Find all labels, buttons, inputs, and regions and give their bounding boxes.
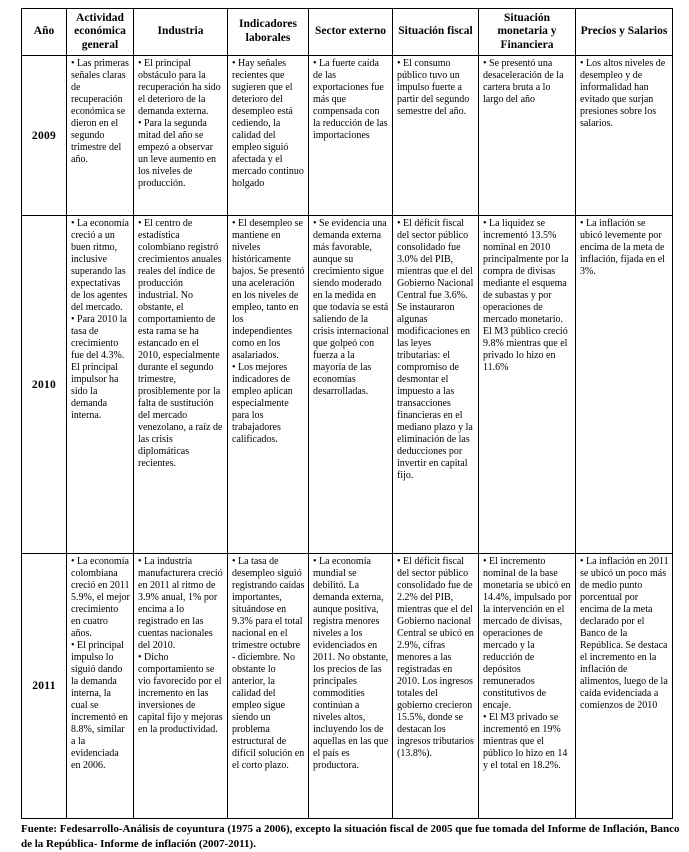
cell-2009-col4: [309, 56, 393, 216]
cell-2011-col5: [393, 554, 479, 819]
bullet-item: • Hay señales recientes que sugieren que el deterioro del desempleo está cediendo, la calidad del empleo siguió afectada y el mercado continuo holgado: [232, 58, 304, 189]
bullet-item: • El consumo público tuvo un impulso fuerte a partir del segundo semestre del año.: [397, 58, 470, 117]
bullet-item: • Se presentó una desaceleración de la cartera bruta a lo largo del año: [483, 58, 564, 105]
year-cell-2010: 2010: [22, 216, 67, 554]
table-row-2011: [22, 554, 673, 819]
cell-2009-col3: [228, 56, 309, 216]
table-row-2010: [22, 216, 673, 554]
cell-2010-col1: [67, 216, 134, 554]
bullet-item: • El déficit fiscal del sector público consolidado fue 3.0% del PIB, mientras que el del Gobierno Nacional Central fue 3.6%. Se instauraron algunas modificaciones en las leyes tributarias: el compromiso de desmontar el impuesto a las transacciones financieras en el mediano plazo y la eliminación de las deducciones por invertir en capital fijo.: [397, 218, 474, 481]
cell-2010-col2: [134, 216, 228, 554]
column-header-6: Situación monetaria y Financiera: [479, 9, 576, 56]
bullet-item: • La economía colombiana creció en 2011 5.9%, el mejor crecimiento en cuatro años.: [71, 556, 130, 639]
cell-2009-col7: [576, 56, 673, 216]
column-header-7: Precios y Salarios: [576, 9, 673, 56]
bullet-item: • La economía creció a un buen ritmo, inclusive superando las expectativas de los agentes del mercado.: [71, 218, 129, 313]
column-header-5: Situación fiscal: [393, 9, 479, 56]
bullet-item: • La industria manufacturera creció en 2011 al ritmo de 3.9% anual, 1% por encima a lo registrado en las cuentas nacionales del 2010.: [138, 556, 223, 651]
header-row: [22, 9, 673, 56]
cell-2009-col5: [393, 56, 479, 216]
cell-2011-col6: [479, 554, 576, 819]
bullet-item: • El centro de estadística colombiano registró crecimientos anuales reales del índice de producción industrial. No obstante, el comportamiento de esta rama se ha estancado en el 2010, especialmente durante el segundo trimestre, prosiblemente por la falta de sustitución del mercado venezolano, a raíz de las crisis diplomáticas recientes.: [138, 218, 223, 469]
column-header-0: Año: [22, 9, 67, 56]
bullet-item: • Las primeras señales claras de recuperación económica se dieron en el segundo trimestre del año.: [71, 58, 129, 165]
table-body: [22, 56, 673, 819]
bullet-item: • Dicho comportamiento se vio favorecido por el incremento en las inversiones de capital fijo y mejoras en la productividad.: [138, 652, 223, 735]
cell-2011-col7: [576, 554, 673, 819]
bullet-item: • El desempleo se mantiene en niveles históricamente bajos. Se presentó una aceleración en los niveles de empleo, tanto en los independientes como en los asalariados.: [232, 218, 305, 361]
economic-summary-table: [21, 8, 673, 819]
bullet-item: • Se evidencia una demanda externa más favorable, aunque su crecimiento sigue siendo moderado en la medida en que todavía se está saliendo de la crisis internacional que golpeó con fuerza a la mayoría de las economías desarrolladas.: [313, 218, 389, 397]
bullet-item: • Para 2010 la tasa de crecimiento fue del 4.3%. El principal impulsor ha sido la demanda interna.: [71, 314, 127, 421]
bullet-item: • La fuerte caída de las exportaciones fue más que compensada con la reducción de las importaciones: [313, 58, 388, 141]
bullet-item: • La liquidez se incrementó 13.5% nominal en 2010 principalmente por la compra de divisas mediante el esquema de subastas y por operaciones de mercado monetario. El M3 público creció 9.8% mientras que el privado lo hizo en 11.6%: [483, 218, 569, 373]
cell-2011-col4: [309, 554, 393, 819]
bullet-item: • La economía mundial se debilitó. La demanda externa, aunque positiva, registra menores niveles a los evidenciados en 2011. No obstante, los precios de las principales commodities continúan a niveles altos, incluyendo los de aquellas en las que el país es productora.: [313, 556, 389, 771]
cell-2010-col7: [576, 216, 673, 554]
column-header-1: Actividad económica general: [67, 9, 134, 56]
bullet-item: • El déficit fiscal del sector público consolidado fue de 2.2% del PIB, mientras que el del Gobierno nacional Central se ubicó en 2.9%, cifras menores a las registradas en 2010. Los ingresos totales del gobierno crecieron 15.5%, donde se destacan los ingresos tributarios (13.8%).: [397, 556, 474, 759]
cell-2011-col2: [134, 554, 228, 819]
table-header: [22, 9, 673, 56]
cell-2010-col4: [309, 216, 393, 554]
bullet-item: • El M3 privado se incrementó en 19% mientras que el público lo hizo en 14 y el total en 18.2%.: [483, 712, 568, 771]
bullet-item: • El principal obstáculo para la recuperación ha sido el deterioro de la demanda externa.: [138, 58, 221, 117]
bullet-item: • El incremento nominal de la base monetaria se ubicó en 14.4%, impulsado por la intervención en el mercado de divisas, operaciones de mercado y la reducción de depósitos remunerados constitutivos de encaje.: [483, 556, 572, 711]
table-row-2009: [22, 56, 673, 216]
bullet-item: • La inflación en 2011 se ubicó un poco más de medio punto porcentual por encima de la meta declarado por el Banco de la República. Se destaca el incremento en la inflación de alimentos, luego de la caída evidenciada a comienzos de 2010: [580, 556, 669, 711]
column-header-3: Indicadores laborales: [228, 9, 309, 56]
bullet-item: • Los altos niveles de desempleo y de informalidad han evitado que surjan presiones sobre los salarios.: [580, 58, 666, 129]
year-cell-2009: 2009: [22, 56, 67, 216]
bullet-item: • La inflación se ubicó levemente por encima de la meta de inflación, fijada en el 3%.: [580, 218, 665, 277]
bullet-item: • El principal impulso lo siguió dando la demanda interna, la cual se incrementó en 8.8%, similar a la evidenciada en 2006.: [71, 640, 128, 771]
bullet-item: • Para la segunda mitad del año se empezó a observar un leve aumento en los niveles de producción.: [138, 118, 217, 189]
source-note: Fuente: Fedesarrollo-Análisis de coyuntura (1975 a 2006), excepto la situación fiscal de 2005 que fue tomada del Informe de Inflación, Banco de la República- Informe de inflación (2007-2011).: [21, 823, 680, 850]
year-cell-2011: 2011: [22, 554, 67, 819]
cell-2010-col6: [479, 216, 576, 554]
bullet-item: • Los mejores indicadores de empleo aplican especialmente para los trabajadores calificados.: [232, 362, 293, 445]
bullet-item: • La tasa de desempleo siguió registrando caídas importantes, situándose en 9.3% para el total nacional en el trimestre octubre - diciembre. No obstante lo anterior, la calidad del empleo sigue siendo un problema estructural de difícil solución en el corto plazo.: [232, 556, 305, 771]
cell-2011-col1: [67, 554, 134, 819]
column-header-2: Industria: [134, 9, 228, 56]
column-header-4: Sector externo: [309, 9, 393, 56]
cell-2009-col2: [134, 56, 228, 216]
cell-2009-col1: [67, 56, 134, 216]
cell-2010-col3: [228, 216, 309, 554]
cell-2010-col5: [393, 216, 479, 554]
cell-2011-col3: [228, 554, 309, 819]
cell-2009-col6: [479, 56, 576, 216]
